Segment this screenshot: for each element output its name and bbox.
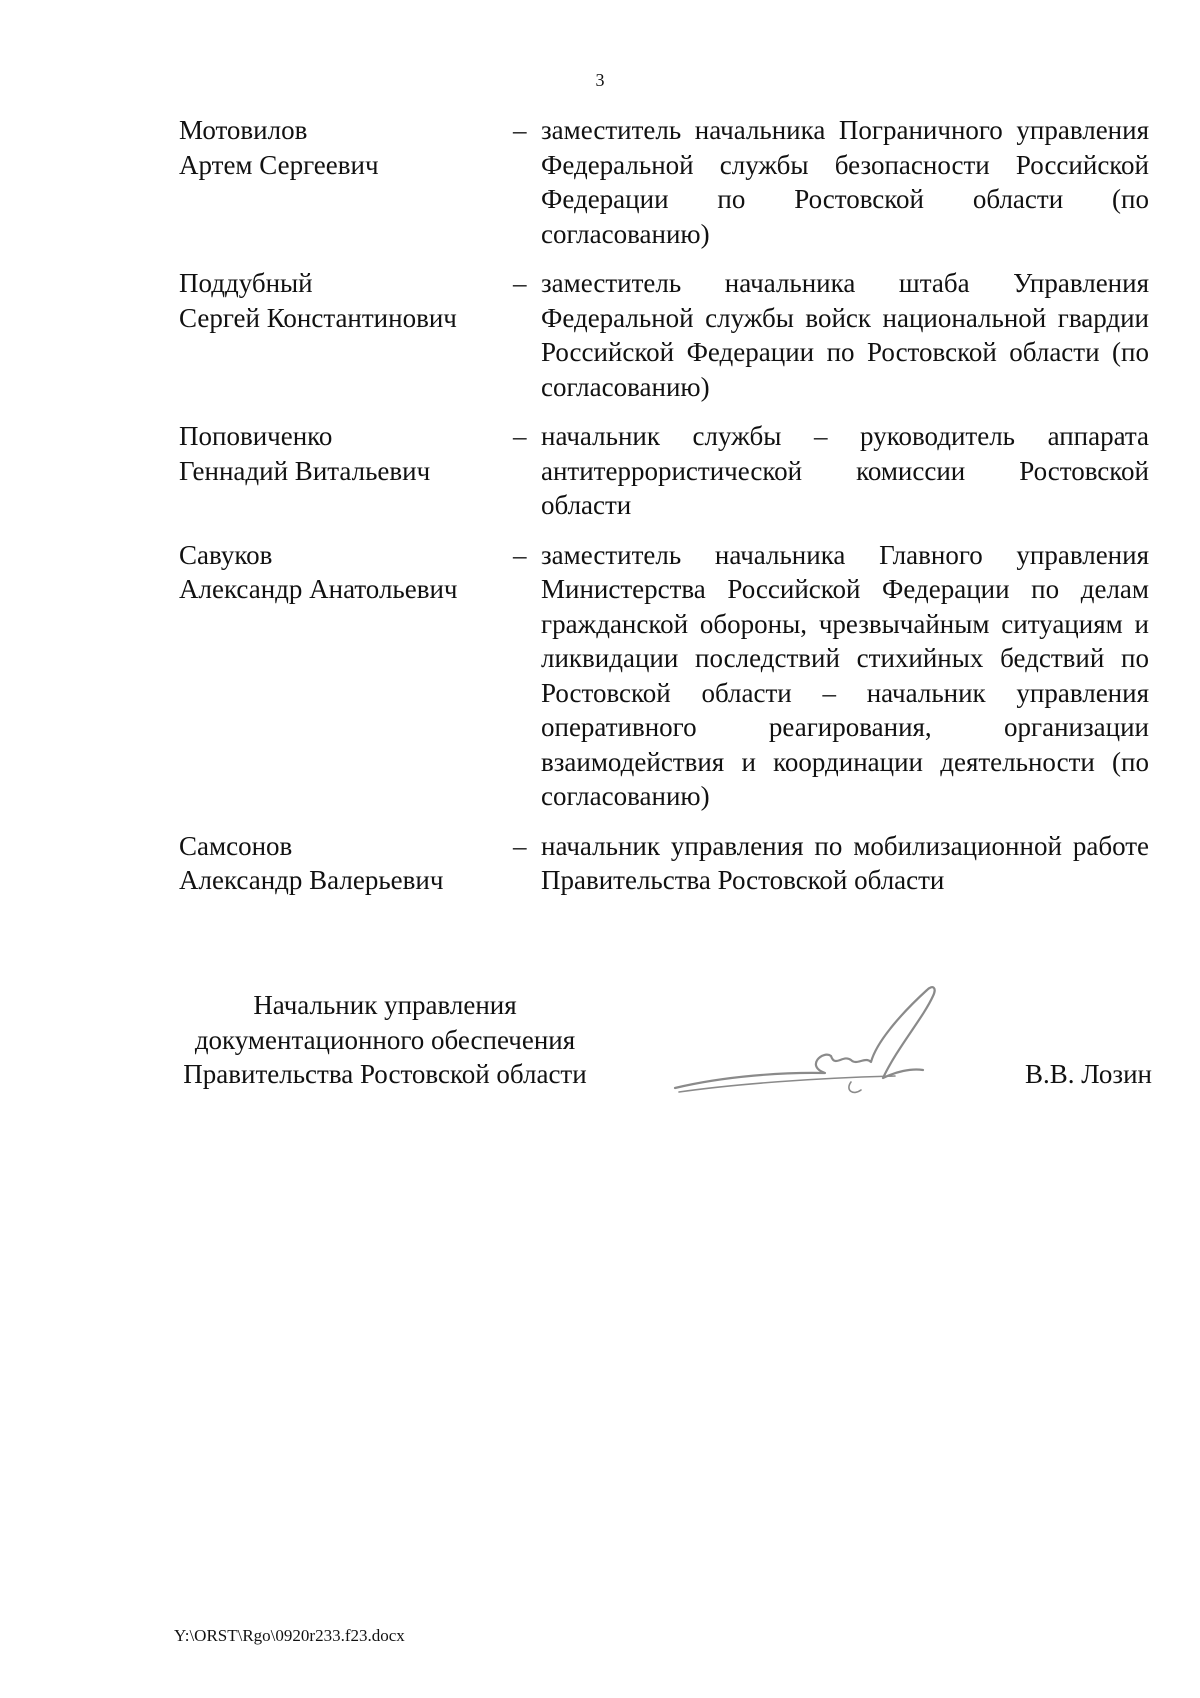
member-name	[179, 419, 513, 523]
member-position: начальник управления по мобилизационной работе Правительства Ростовской области	[541, 830, 1149, 895]
member-given-names: Александр Анатольевич	[179, 574, 458, 604]
member-dash: –	[513, 115, 527, 145]
member-row	[179, 419, 1149, 523]
member-row	[179, 538, 1149, 814]
signature-underline	[679, 1076, 895, 1092]
member-dash: –	[513, 268, 527, 298]
member-name	[179, 113, 513, 251]
member-surname: Савуков	[179, 539, 273, 570]
signer-title-line: документационного обеспечения	[194, 1024, 576, 1055]
signer-title	[160, 988, 610, 1092]
member-position: заместитель начальника Главного управления Министерства Российской Федерации по делам гражданской обороны, чрезвычайным ситуациям и ликвидации последствий стихийных бедствий по Ростовской области – начальник управления оперативного реагирования, организации взаимодействия и координации деятельности (по согласованию)	[541, 539, 1149, 811]
member-surname: Поддубный	[179, 268, 313, 298]
member-dash: –	[513, 421, 527, 451]
signature-block	[160, 988, 1150, 1098]
handwritten-signature	[665, 980, 965, 1105]
member-given-names: Сергей Константинович	[179, 302, 457, 333]
signer-title-line: Начальник управления	[253, 990, 517, 1020]
member-given-names: Геннадий Витальевич	[179, 455, 431, 486]
member-row	[179, 113, 1149, 251]
signature-stroke	[675, 987, 935, 1088]
page-number: 3	[595, 70, 605, 90]
member-given-names: Артем Сергеевич	[179, 149, 379, 180]
member-surname: Самсонов	[179, 830, 293, 861]
member-dash: –	[513, 539, 527, 570]
member-given-names: Александр Валерьевич	[179, 865, 444, 895]
signer-title-line: Правительства Ростовской области	[183, 1059, 587, 1089]
member-surname: Поповиченко	[179, 421, 333, 451]
member-name	[179, 829, 513, 898]
member-list	[179, 113, 1149, 913]
member-name	[179, 538, 513, 814]
member-row	[179, 266, 1149, 404]
member-dash: –	[513, 830, 527, 861]
member-position: заместитель начальника Пограничного управления Федеральной службы безопасности Российской Федерации по Ростовской области (по согласованию)	[541, 115, 1149, 249]
member-position: заместитель начальника штаба Управления Федеральной службы войск национальной гвардии Российской Федерации по Ростовской области (по согласованию)	[541, 268, 1149, 402]
member-surname: Мотовилов	[179, 115, 308, 145]
document-file-path: Y:\ORST\Rgo\0920r233.f23.docx	[174, 1626, 405, 1645]
signature-flourish	[849, 1082, 861, 1092]
member-row	[179, 829, 1149, 898]
signer-name: В.В. Лозин	[1025, 1059, 1152, 1089]
member-name	[179, 266, 513, 404]
member-position: начальник службы – руководитель аппарата антитеррористической комиссии Ростовской области	[541, 421, 1149, 520]
